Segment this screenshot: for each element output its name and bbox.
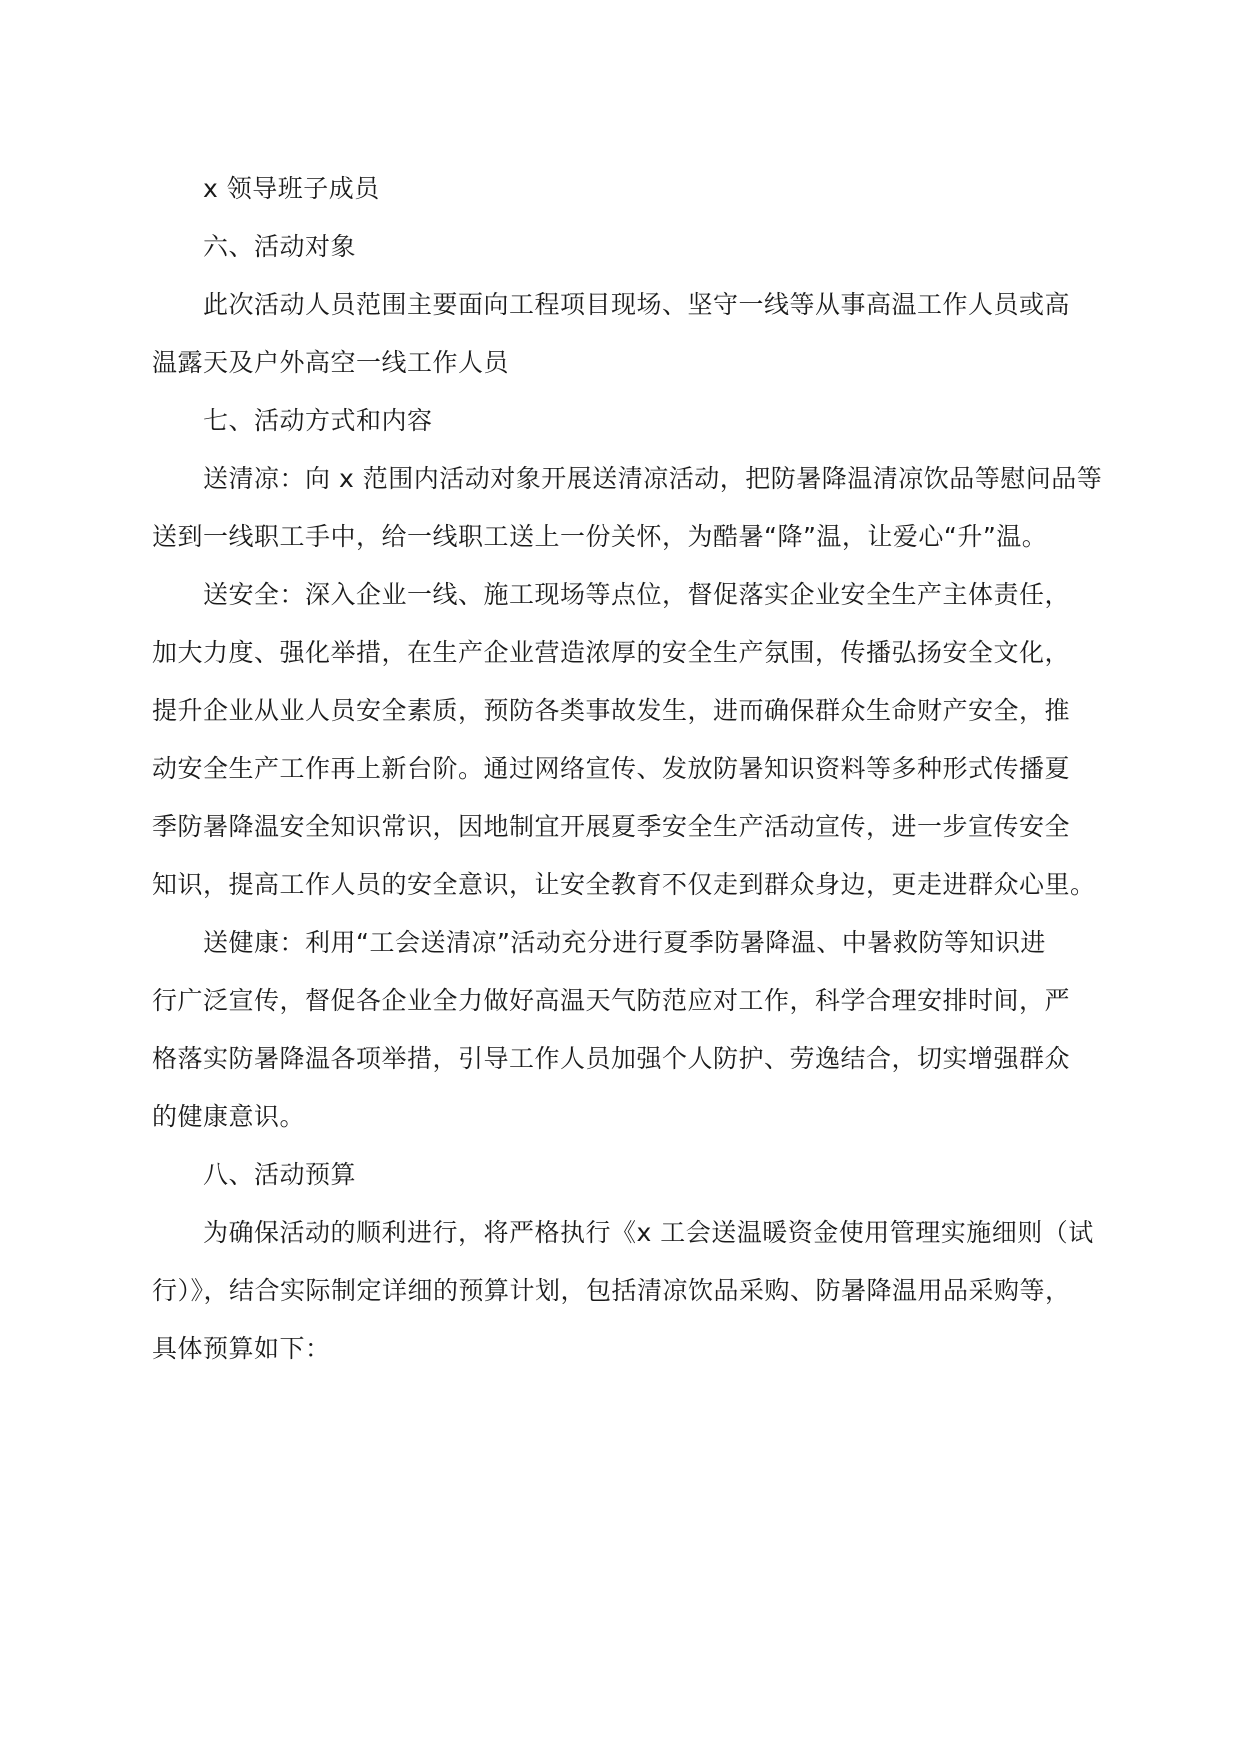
paragraph-line: 送健康：利用“工会送清凉”活动充分进行夏季防暑降温、中暑救防等知识进 (203, 928, 1046, 957)
paragraph-line: 行）》，结合实际制定详细的预算计划，包括清凉饮品采购、防暑降温用品采购等， (152, 1276, 1071, 1305)
section-heading: 七、活动方式和内容 (203, 406, 433, 435)
paragraph-line: 送安全：深入企业一线、施工现场等点位，督促落实企业安全生产主体责任， (203, 580, 1071, 609)
paragraph-line: 的健康意识。 (152, 1102, 306, 1131)
paragraph-line: 行广泛宣传，督促各企业全力做好高温天气防范应对工作，科学合理安排时间，严 (152, 986, 1071, 1015)
paragraph-line: 此次活动人员范围主要面向工程项目现场、坚守一线等从事高温工作人员或高 (203, 290, 1071, 319)
paragraph-line: 温露天及户外高空一线工作人员 (152, 348, 510, 377)
paragraph-line: 动安全生产工作再上新台阶。通过网络宣传、发放防暑知识资料等多种形式传播夏 (152, 754, 1071, 783)
paragraph-line: 格落实防暑降温各项举措，引导工作人员加强个人防护、劳逸结合，切实增强群众 (152, 1044, 1071, 1073)
paragraph-line: 提升企业从业人员安全素质，预防各类事故发生，进而确保群众生命财产安全，推 (152, 696, 1071, 725)
paragraph-line: 加大力度、强化举措，在生产企业营造浓厚的安全生产氛围，传播弘扬安全文化， (152, 638, 1071, 667)
section-heading: 八、活动预算 (203, 1160, 357, 1189)
paragraph-line: 具体预算如下： (152, 1334, 331, 1363)
paragraph-line: x 领导班子成员 (203, 174, 380, 203)
paragraph-line: 季防暑降温安全知识常识，因地制宜开展夏季安全生产活动宣传，进一步宣传安全 (152, 812, 1071, 841)
paragraph-line: 知识，提高工作人员的安全意识，让安全教育不仅走到群众身边，更走进群众心里。 (152, 870, 1096, 899)
paragraph-line: 送到一线职工手中，给一线职工送上一份关怀，为酷暑“降”温，让爱心“升”温。 (152, 522, 1048, 551)
section-heading: 六、活动对象 (203, 232, 357, 261)
paragraph-line: 送清凉：向 x 范围内活动对象开展送清凉活动，把防暑降温清凉饮品等慰问品等 (203, 464, 1103, 493)
paragraph-line: 为确保活动的顺利进行，将严格执行《x 工会送温暖资金使用管理实施细则（试 (203, 1218, 1094, 1247)
